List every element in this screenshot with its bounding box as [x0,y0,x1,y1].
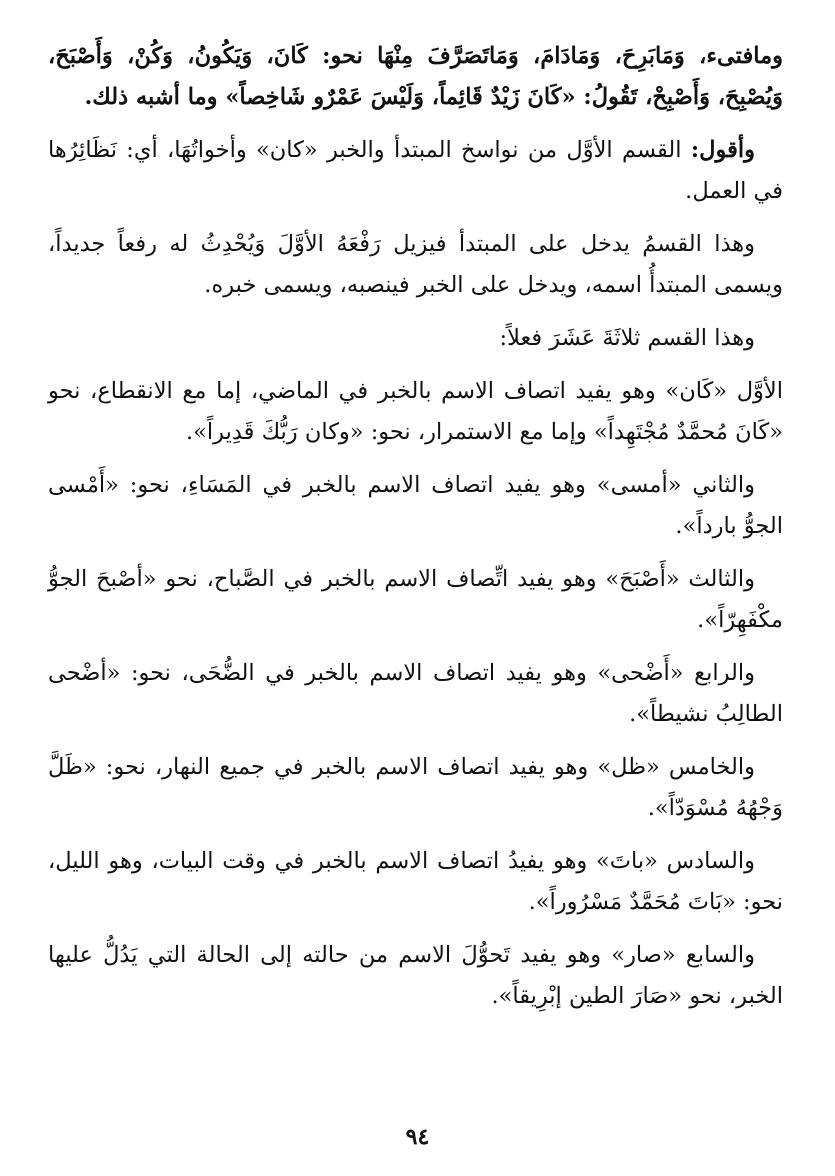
paragraph-5-text: الأوَّل «كَان» وهو يفيد اتصاف الاسم بالخبر في الماضي، إما مع الانقطاع، نحو «كَانَ مُحمَّدٌ مُجْتَهِداً» وإما مع الاستمرار، نحو: «وكان رَبُّكَ قَدِيراً». [48,378,783,445]
paragraph-3 [48,224,783,306]
paragraph-10 [48,841,783,923]
paragraph-6 [48,465,783,547]
page-number: ٩٤ [405,1124,430,1150]
paragraph-2-lead: وأقول: [690,137,755,163]
paragraph-9 [48,747,783,829]
paragraph-11 [48,935,783,1017]
paragraph-10-text: والسادس «باتَ» وهو يفيدُ اتصاف الاسم بالخبر في وقت البيات، وهو الليل، نحو: «بَاتَ مُحَمَّدٌ مَسْرُوراً». [48,848,783,915]
paragraph-4 [48,318,783,359]
page-body [48,36,783,1029]
paragraph-1-text: ومافتىء، وَمَابَرِحَ، وَمَادَامَ، وَمَاتَصَرَّفَ مِنْهَا نحو: كَانَ، وَيَكُونُ، وَكُنْ، وَأَصْبَحَ، وَيُصْبِحَ، وَأَصْبِحْ، تَقُولُ: «كَانَ زَيْدٌ قَائِماً، وَلَيْسَ عَمْرٌو شَاخِصاً» وما أشبه ذلك. [48,43,783,110]
paragraph-1 [48,36,783,118]
paragraph-7 [48,559,783,641]
paragraph-9-text: والخامس «ظل» وهو يفيد اتصاف الاسم بالخبر في جميع النهار، نحو: «ظَلَّ وَجْهُهُ مُسْوَدّاً». [48,754,783,821]
paragraph-5 [48,371,783,453]
paragraph-6-text: والثاني «أمسى» وهو يفيد اتصاف الاسم بالخبر في المَسَاءِ، نحو: «أَمْسى الجوُّ بارداً». [48,472,783,539]
paragraph-8-text: والرابع «أَضْحى» وهو يفيد اتصاف الاسم بالخبر في الضُّحَى، نحو: «أضْحى الطالِبُ نشيطاً». [48,660,783,727]
paragraph-8 [48,653,783,735]
paragraph-3-text: وهذا القسمُ يدخل على المبتدأ فيزيل رَفْعَهُ الأوَّلَ وَيُحْدِثُ له رفعاً جديداً، ويسمى المبتدأُ اسمه، ويدخل على الخبر فينصبه، ويسمى خبره. [48,231,783,298]
paragraph-11-text: والسابع «صار» وهو يفيد تَحوُّلَ الاسم من حالته إلى الحالة التي يَدُلُّ عليها الخبر، نحو «صَارَ الطين إبْرِيقاً». [48,942,783,1009]
paragraph-2 [48,130,783,212]
paragraph-7-text: والثالث «أَصْبَحَ» وهو يفيد اتِّصاف الاسم بالخبر في الصَّباح، نحو «أصْبحَ الجوُّ مكْفَهِرّاً». [48,566,783,633]
paragraph-4-text: وهذا القسم ثلاثَةَ عَشَرَ فعلاً: [499,325,755,351]
paragraph-2-text: القسم الأوَّل من نواسخ المبتدأ والخبر «كان» وأخواتُهَا، أي: نَظَائِرُها في العمل. [48,137,783,204]
